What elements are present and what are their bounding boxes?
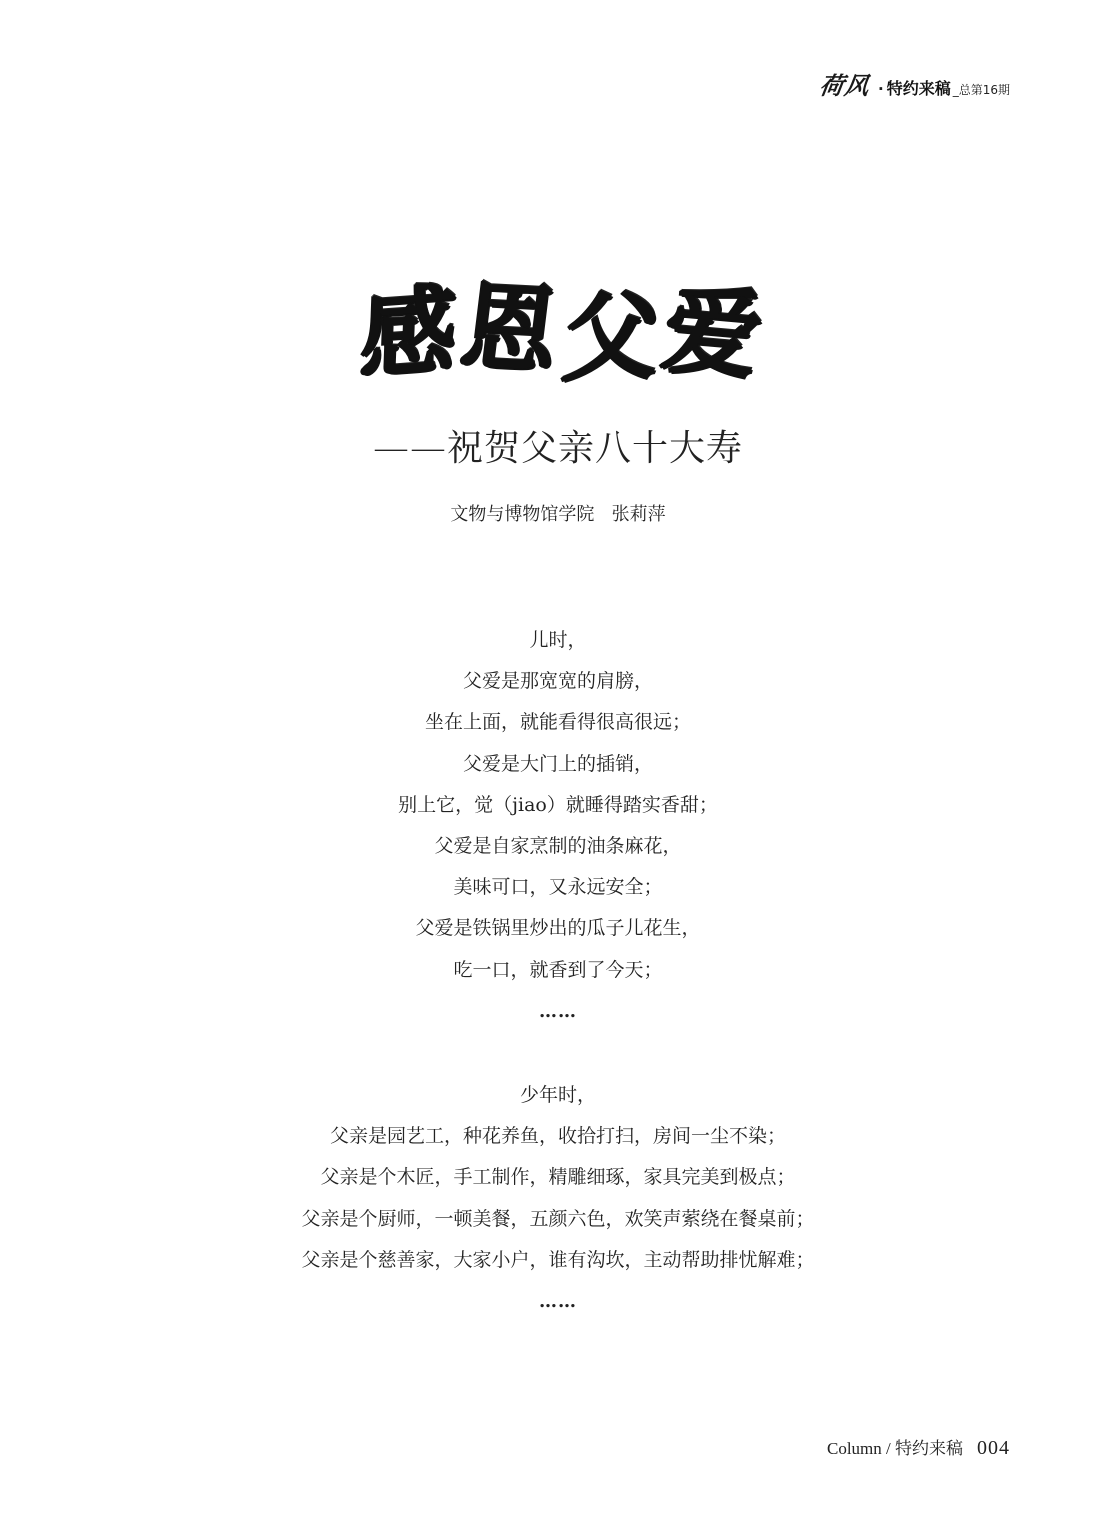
calligraphy-title: [358, 269, 770, 395]
title-char: 爱: [654, 272, 770, 393]
poem-line: 别上它，觉（jiao）就睡得踏实香甜；: [398, 793, 718, 816]
poem-line: 父亲是个厨师，一顿美餐，五颜六色，欢笑声萦绕在餐桌前；: [301, 1207, 815, 1230]
title-char: 父: [556, 278, 665, 395]
poem-line: 父爱是铁锅里炒出的瓜子儿花生，: [415, 917, 701, 940]
page-number: 004: [977, 1437, 1010, 1459]
poem-ellipsis: ……: [539, 1000, 577, 1022]
page-header: [817, 66, 1010, 101]
poem-line: 吃一口，就香到了今天；: [453, 958, 663, 981]
poem-line: 少年时，: [519, 1084, 596, 1106]
poem-line: 坐在上面，就能看得很高很远；: [424, 711, 691, 734]
poem-line: 父爱是自家烹制的油条麻花，: [434, 834, 682, 857]
title-char: 感: [358, 272, 458, 393]
header-separator: ·: [878, 80, 884, 98]
poem-line: 美味可口，又永远安全；: [453, 876, 663, 899]
poem-line: 父爱是大门上的插销，: [462, 752, 653, 775]
title-char: 恩: [454, 269, 565, 388]
poem-line: 父亲是个慈善家，大家小户，谁有沟坎，主动帮助排忧解难；: [301, 1248, 815, 1271]
page-footer: [827, 1434, 1010, 1460]
poem-line: 父爱是那宽宽的肩膀，: [462, 670, 653, 693]
author-byline: 文物与博物馆学院 张莉萍: [450, 504, 666, 525]
magazine-logo: 荷风: [817, 71, 872, 100]
stanza-youth: [0, 1075, 1116, 1322]
poem-line: 父亲是个木匠，手工制作，精雕细琢，家具完美到极点；: [320, 1166, 796, 1189]
issue-number: _总第16期: [952, 83, 1010, 97]
stanza-childhood: [0, 620, 1116, 1032]
column-name: 特约来稿: [886, 79, 951, 98]
article-subtitle: ——祝贺父亲八十大寿: [372, 428, 743, 469]
footer-column: Column / 特约来稿: [826, 1439, 963, 1458]
poem-line: 父亲是园艺工，种花养鱼，收拾打扫，房间一尘不染；: [329, 1125, 786, 1148]
poem-line: 儿时，: [529, 629, 587, 651]
poem-ellipsis: ……: [539, 1290, 577, 1312]
